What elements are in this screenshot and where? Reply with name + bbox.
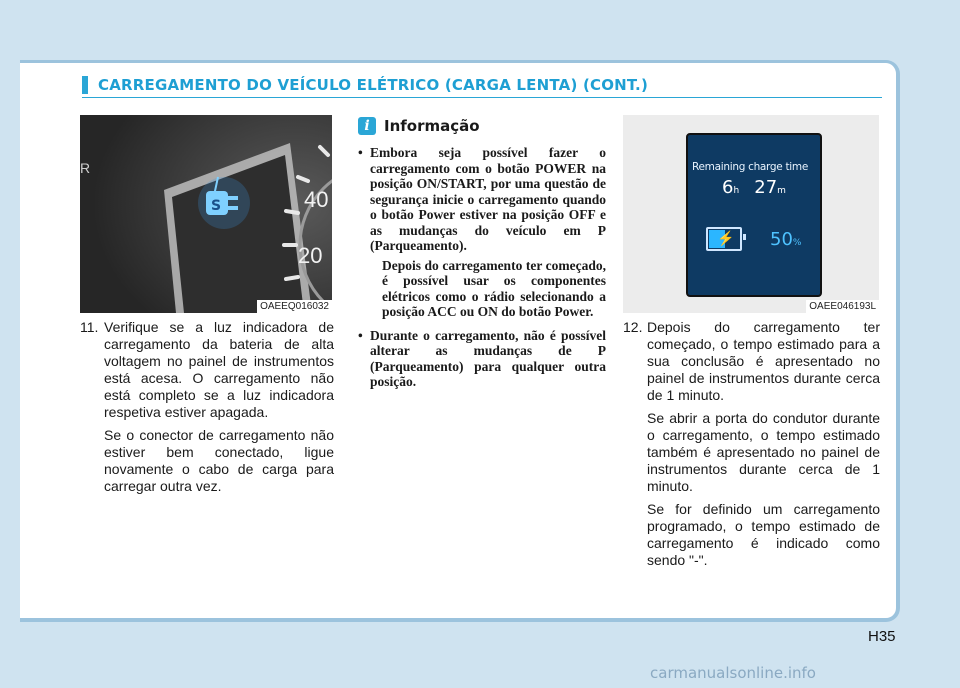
bullet-icon: • xyxy=(358,327,363,343)
item-12 xyxy=(623,319,880,569)
bullet-text: Durante o carregamento, não é possível alterar as mudanças de P (Parqueamento) para qualquer outra posição. xyxy=(370,327,606,389)
figure-cluster-indicator xyxy=(80,115,332,313)
item-number: 11. xyxy=(80,319,99,335)
page-number: H35 xyxy=(868,628,896,645)
minutes-value: 27 xyxy=(754,177,778,198)
figure-charge-display xyxy=(623,115,879,313)
list-item xyxy=(358,328,606,390)
item-text: Depois do carregamento ter começado, o tempo estimado para a sua conclusão é apresentado no painel de instrumentos durante cerca de 1 minuto. xyxy=(647,319,880,403)
info-header xyxy=(358,117,480,135)
figure-code: OAEEQ016032 xyxy=(257,300,332,313)
item-paragraph: Se for definido um carregamento programado, o tempo estimado de carregamento é indicado como sendo "-". xyxy=(647,501,880,568)
svg-text:S: S xyxy=(211,198,222,214)
cluster-illustration xyxy=(80,115,332,313)
footer-watermark: carmanualsonline.info xyxy=(650,664,816,682)
gauge-label-20: 20 xyxy=(298,243,323,268)
hours-unit: h xyxy=(733,186,740,196)
item-paragraph: Se abrir a porta do condutor durante o carregamento, o tempo estimado também é apresentado no painel de instrumentos durante cerca de 1 minuto. xyxy=(647,410,880,494)
charging-plug-icon xyxy=(198,177,250,229)
figure-code: OAEE046193L xyxy=(806,300,879,313)
list-item xyxy=(358,145,606,324)
minutes-unit: m xyxy=(777,186,786,196)
title-accent-bar xyxy=(82,76,88,94)
manual-page xyxy=(20,60,900,622)
item-paragraph: Se o conector de carregamento não estiver bem conectado, ligue novamente o cabo de carga para carregar outra vez. xyxy=(104,427,334,494)
section-title-text: CARREGAMENTO DO VEÍCULO ELÉTRICO (CARGA LENTA) (CONT.) xyxy=(98,76,649,94)
bolt-icon: ⚡ xyxy=(717,230,735,246)
bullet-icon: • xyxy=(358,145,363,160)
bullet-subparagraph: Depois do carregamento ter começado, é possível usar os componentes elétricos como o rádio selecionando a posição ACC ou ON do botão Power. xyxy=(382,257,606,319)
battery-icon xyxy=(706,227,742,251)
charge-percent xyxy=(770,229,801,250)
hours-value: 6 xyxy=(722,177,734,198)
item-11 xyxy=(80,319,334,495)
cluster-screen xyxy=(686,133,822,297)
remaining-time xyxy=(722,177,796,198)
item-text: Verifique se a luz indicadora de carregamento da bateria de alta voltagem no painel de instrumentos está acesa. O carregamento não está completo se a luz indicadora respetiva estiver apagada. xyxy=(104,319,334,420)
percent-unit: % xyxy=(792,238,802,248)
cluster-edge-letter: R xyxy=(80,160,91,176)
info-icon: i xyxy=(358,117,376,135)
info-title: Informação xyxy=(384,117,480,135)
percent-value: 50 xyxy=(770,229,793,250)
section-title xyxy=(82,76,882,98)
item-number: 12. xyxy=(623,319,643,335)
gauge-label-40: 40 xyxy=(304,187,329,212)
screen-label: Remaining charge time xyxy=(692,161,808,173)
bullet-text: Embora seja possível fazer o carregamento com o botão POWER na posição ON/START, por uma questão de segurança inicie o carregamento quando o botão Power estiver na posição OFF e as mudanças do veículo em P (Parqueamento). xyxy=(370,145,606,253)
info-list xyxy=(358,145,606,394)
